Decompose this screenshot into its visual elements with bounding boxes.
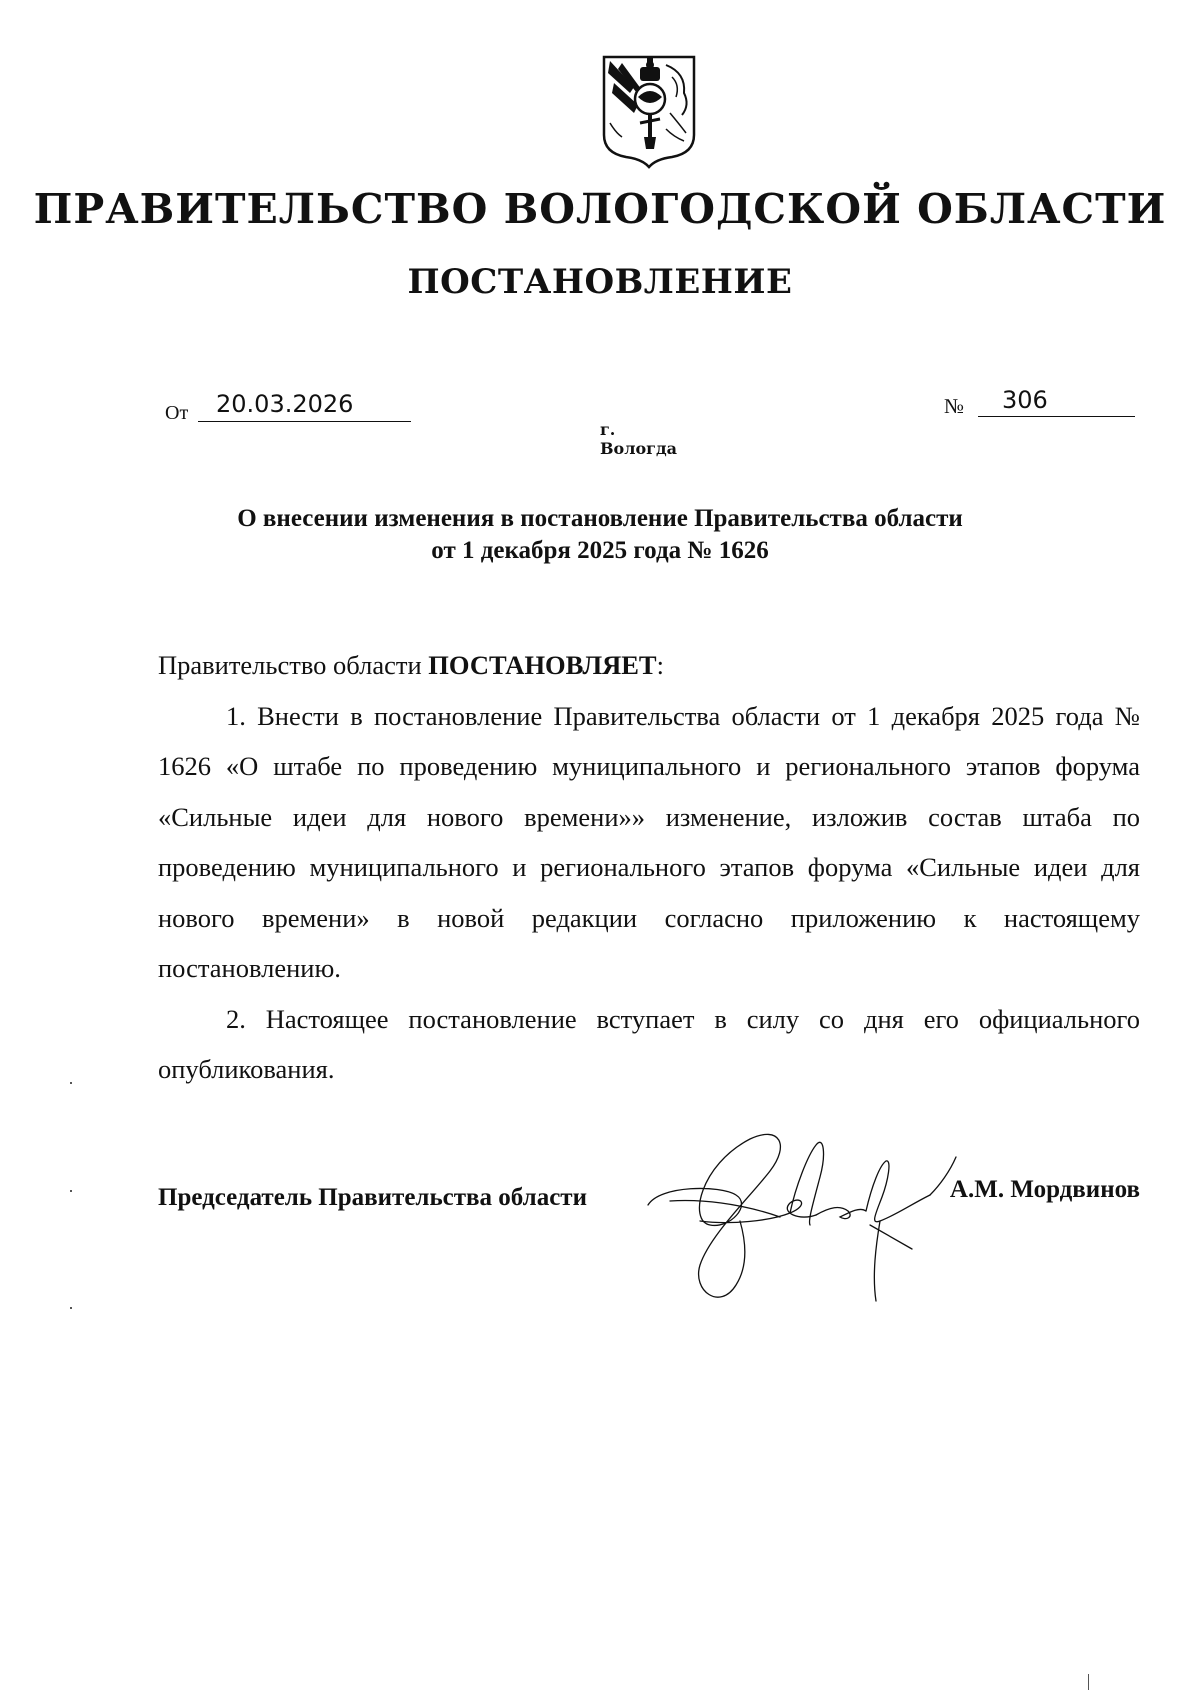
document-type-heading: ПОСТАНОВЛЕНИЕ: [407, 262, 793, 302]
government-title: ПРАВИТЕЛЬСТВО ВОЛОГОДСКОЙ ОБЛАСТИ: [33, 185, 1167, 233]
document-body: [158, 640, 1140, 1095]
date-prefix-label: От: [165, 402, 189, 424]
scan-dot: [70, 1190, 72, 1192]
paragraph-1: 1. Внести в постановление Правительства области от 1 декабря 2025 года № 1626 «О штабе по проведению муниципального и регионального этапов форума «Сильные идеи для нового времени»» изменение, изложив состав штаба по проведению муниципального и регионального этапов форума «Сильные идеи для нового времени» в новой редакции согласно приложению к настоящему постановлению.: [158, 700, 1140, 983]
city-label: г. Вологда: [600, 420, 677, 458]
coat-of-arms-emblem: [600, 53, 698, 169]
document-subject: [150, 503, 1050, 567]
scan-mark-edge: [1088, 1674, 1089, 1690]
signatory-name: А.М. Мордвинов: [949, 1176, 1140, 1203]
scan-dot: [70, 1307, 72, 1309]
signatory-position: Председатель Правительства области: [158, 1184, 587, 1211]
paragraph-2: 2. Настоящее постановление вступает в силу со дня его официального опубликования.: [158, 1003, 1140, 1084]
document-date: 20.03.2026: [198, 390, 411, 422]
document-number: 306: [978, 386, 1135, 417]
scan-dot: [70, 1082, 72, 1084]
intro-colon: :: [656, 650, 664, 680]
intro-text: Правительство области: [158, 650, 429, 680]
subject-line-1: О внесении изменения в постановление Правительства области: [237, 505, 963, 532]
subject-line-2: от 1 декабря 2025 года № 1626: [431, 537, 769, 564]
intro-keyword: ПОСТАНОВЛЯЕТ: [428, 650, 657, 680]
resolution-intro: [158, 640, 1140, 691]
number-prefix-label: №: [944, 394, 965, 418]
handwritten-signature: [640, 1125, 960, 1315]
